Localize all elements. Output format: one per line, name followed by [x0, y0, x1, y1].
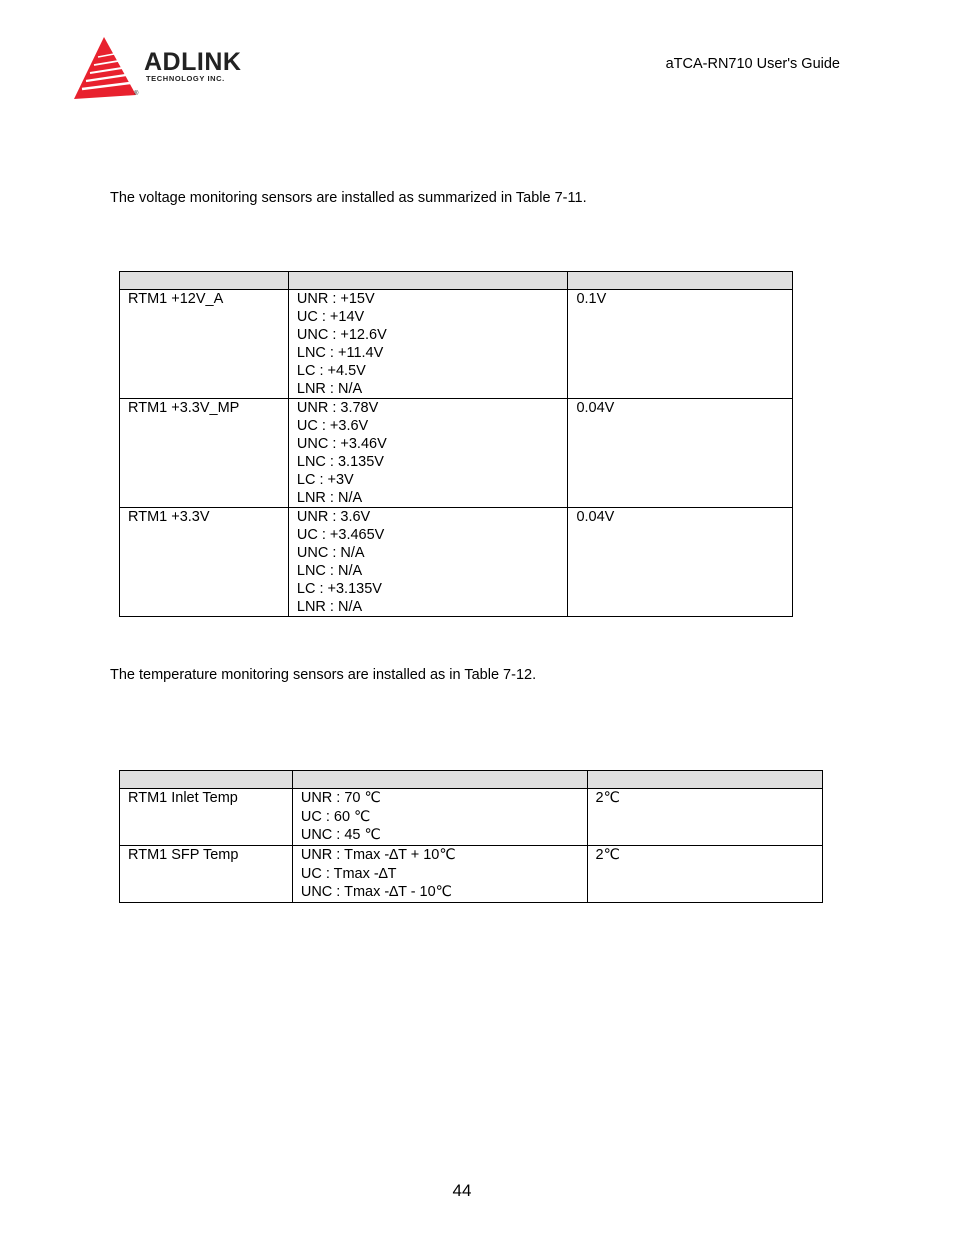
threshold-line: LC : +3V [296, 472, 354, 488]
threshold-line: UC : 60 ℃ [300, 808, 371, 825]
threshold-line: UNR : +15V [296, 291, 375, 307]
sensor-name: RTM1 +3.3V [128, 509, 210, 525]
table-header-cell [568, 272, 793, 290]
threshold-line: UC : +3.465V [296, 527, 385, 543]
table-row [120, 789, 823, 846]
threshold-line: UNC : 45 ℃ [300, 827, 381, 843]
table-header-cell [587, 771, 822, 789]
adlink-logo [74, 37, 284, 101]
document-title: aTCA-RN710 User's Guide [665, 56, 840, 72]
table-header-row [120, 272, 793, 290]
hysteresis-cell [568, 290, 793, 399]
hysteresis-value: 0.04V [576, 400, 615, 416]
table-header-cell [292, 771, 587, 789]
threshold-line: UC : +3.6V [296, 418, 369, 434]
hysteresis-value: 0.1V [576, 291, 607, 307]
hysteresis-cell [587, 846, 822, 903]
voltage-intro-paragraph: The voltage monitoring sensors are installed as summarized in Table 7-11. [110, 190, 587, 206]
threshold-line: UNR : 3.78V [296, 400, 379, 416]
threshold-line: UNR : Tmax -∆T + 10℃ [300, 847, 456, 863]
threshold-line: LNR : N/A [296, 490, 363, 506]
sensor-name-cell [120, 399, 289, 508]
threshold-line: UNR : 70 ℃ [300, 790, 381, 806]
table-header-row [120, 771, 823, 789]
hysteresis-cell [587, 789, 822, 846]
threshold-line: LNR : N/A [296, 381, 363, 397]
threshold-line: LC : +3.135V [296, 581, 382, 597]
hysteresis-value: 0.04V [576, 509, 615, 525]
thresholds-cell [292, 846, 587, 903]
threshold-line: LNC : 3.135V [296, 454, 384, 470]
logo-registered-mark: ® [134, 91, 139, 97]
hysteresis-cell [568, 399, 793, 508]
voltage-sensor-table [119, 271, 793, 617]
hysteresis-value: 2℃ [595, 790, 620, 806]
page-number: 44 [452, 1181, 472, 1200]
sensor-name: RTM1 SFP Temp [128, 847, 239, 863]
table-row [120, 846, 823, 903]
threshold-line: LC : +4.5V [296, 363, 366, 379]
table-row [120, 399, 793, 508]
temperature-sensor-table [119, 770, 823, 903]
hysteresis-cell [568, 508, 793, 617]
thresholds-cell [288, 399, 568, 508]
sensor-name-cell [120, 290, 289, 399]
threshold-line: UNC : +3.46V [296, 436, 387, 452]
sensor-name: RTM1 Inlet Temp [128, 790, 238, 806]
logo-subtitle-text: TECHNOLOGY INC. [146, 74, 225, 83]
table-header-cell [288, 272, 568, 290]
temperature-intro-paragraph: The temperature monitoring sensors are installed as in Table 7-12. [110, 667, 537, 683]
table-header-cell [120, 771, 293, 789]
sensor-name-cell [120, 789, 293, 846]
threshold-line: LNR : N/A [296, 599, 363, 615]
threshold-line: UC : +14V [296, 309, 365, 325]
threshold-line: LNC : +11.4V [296, 345, 384, 361]
threshold-line: UNC : N/A [296, 545, 365, 561]
sensor-name: RTM1 +3.3V_MP [128, 400, 240, 416]
table-row [120, 290, 793, 399]
threshold-line: UNC : +12.6V [296, 327, 387, 343]
thresholds-cell [288, 508, 568, 617]
logo-brand-text: ADLINK [144, 48, 242, 76]
table-row [120, 508, 793, 617]
threshold-line: UC : Tmax -∆T [300, 865, 397, 882]
sensor-name: RTM1 +12V_A [128, 291, 224, 307]
thresholds-cell [288, 290, 568, 399]
threshold-line: LNC : N/A [296, 563, 363, 579]
sensor-name-cell [120, 508, 289, 617]
hysteresis-value: 2℃ [595, 847, 620, 863]
thresholds-cell [292, 789, 587, 846]
table-header-cell [120, 272, 289, 290]
threshold-line: UNC : Tmax -∆T - 10℃ [300, 884, 452, 900]
threshold-line: UNR : 3.6V [296, 509, 371, 525]
sensor-name-cell [120, 846, 293, 903]
